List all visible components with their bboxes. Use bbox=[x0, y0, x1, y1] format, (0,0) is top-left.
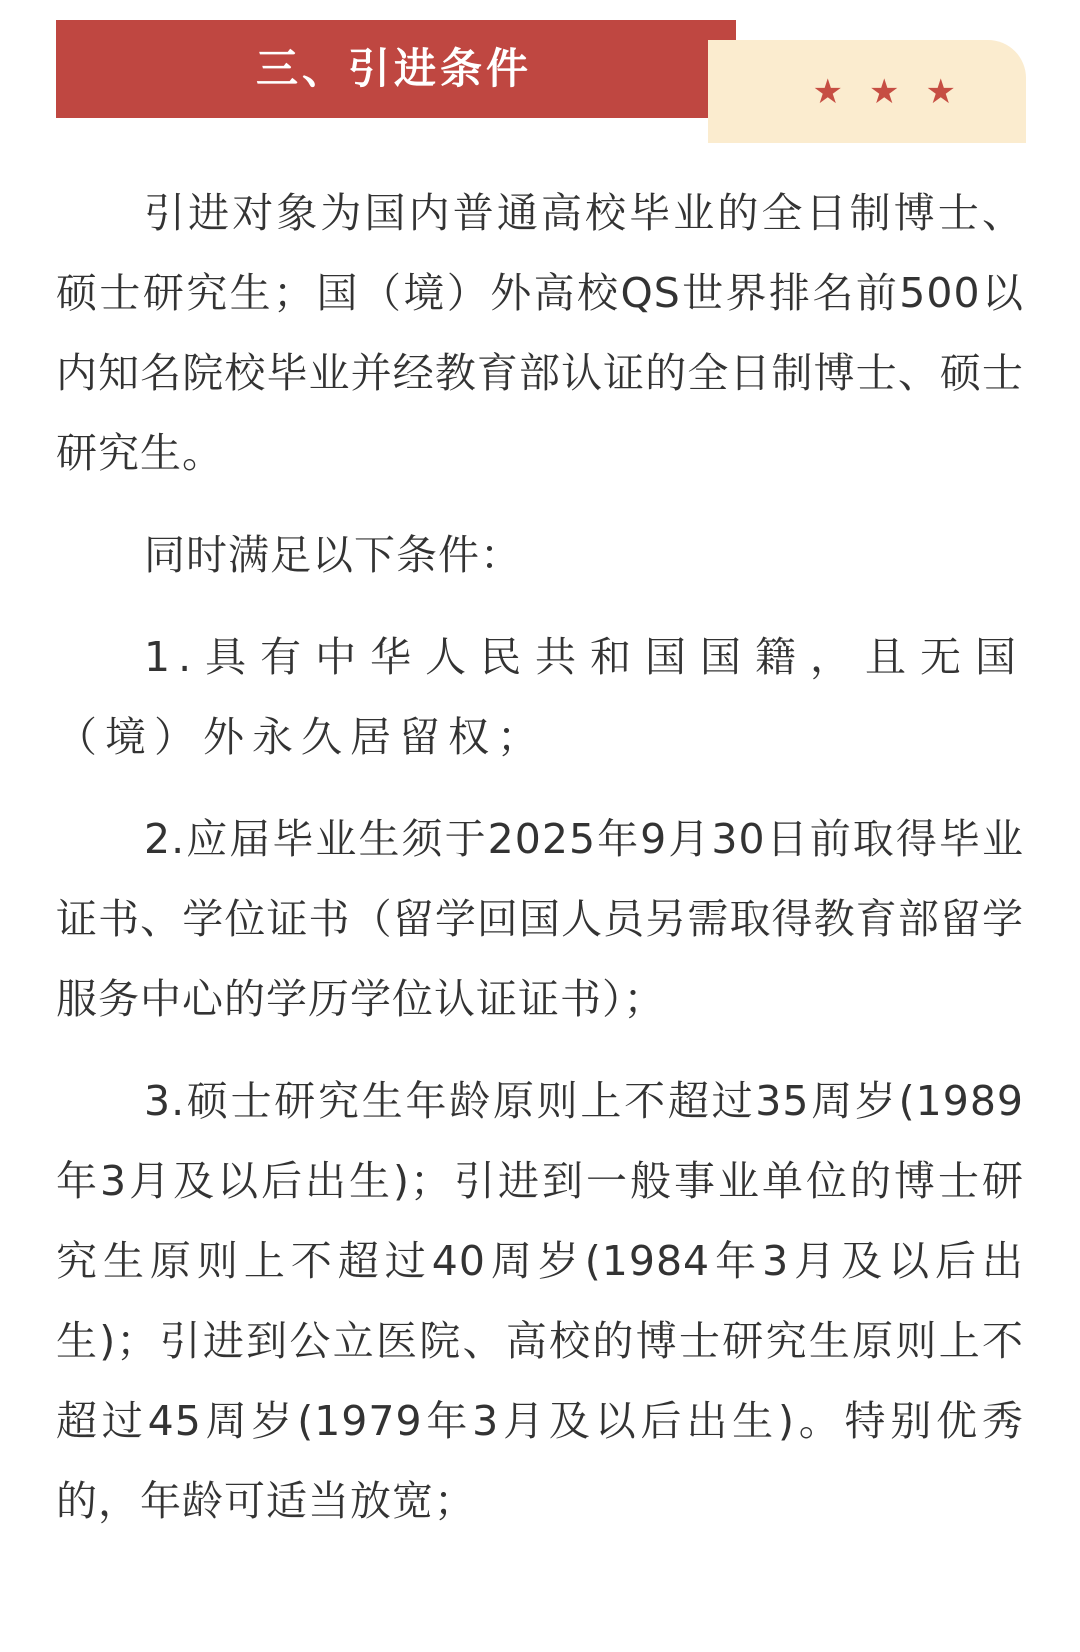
section-title: 三、引进条件 bbox=[256, 44, 533, 93]
star-icon: ★ bbox=[869, 71, 900, 112]
star-icon: ★ bbox=[925, 71, 956, 112]
paragraph-condition-2: 2.应届毕业生须于2025年9月30日前取得毕业证书、学位证书（留学回国人员另需取得教育部留学服务中心的学历学位认证证书）； bbox=[56, 815, 1024, 1023]
star-decoration-tab bbox=[708, 40, 1026, 143]
article-body bbox=[56, 173, 1024, 1563]
paragraph-intro: 引进对象为国内普通高校毕业的全日制博士、硕士研究生；国（境）外高校QS世界排名前500以内知名院校毕业并经教育部认证的全日制博士、硕士研究生。 bbox=[56, 189, 1024, 477]
paragraph-condition-1: 1.具有中华人民共和国国籍，且无国（境）外永久居留权； bbox=[56, 633, 1024, 761]
paragraph-condition-3: 3.硕士研究生年龄原则上不超过35周岁(1989年3月及以后出生)；引进到一般事业单位的博士研究生原则上不超过40周岁(1984年3月及以后出生)；引进到公立医院、高校的博士研究生原则上不超过45周岁(1979年3月及以后出生)。特别优秀的，年龄可适当放宽； bbox=[56, 1077, 1024, 1525]
section-header bbox=[0, 0, 1080, 150]
section-title-bar bbox=[56, 20, 736, 118]
star-icon: ★ bbox=[812, 71, 844, 112]
paragraph-conditions-heading: 同时满足以下条件： bbox=[144, 531, 522, 579]
